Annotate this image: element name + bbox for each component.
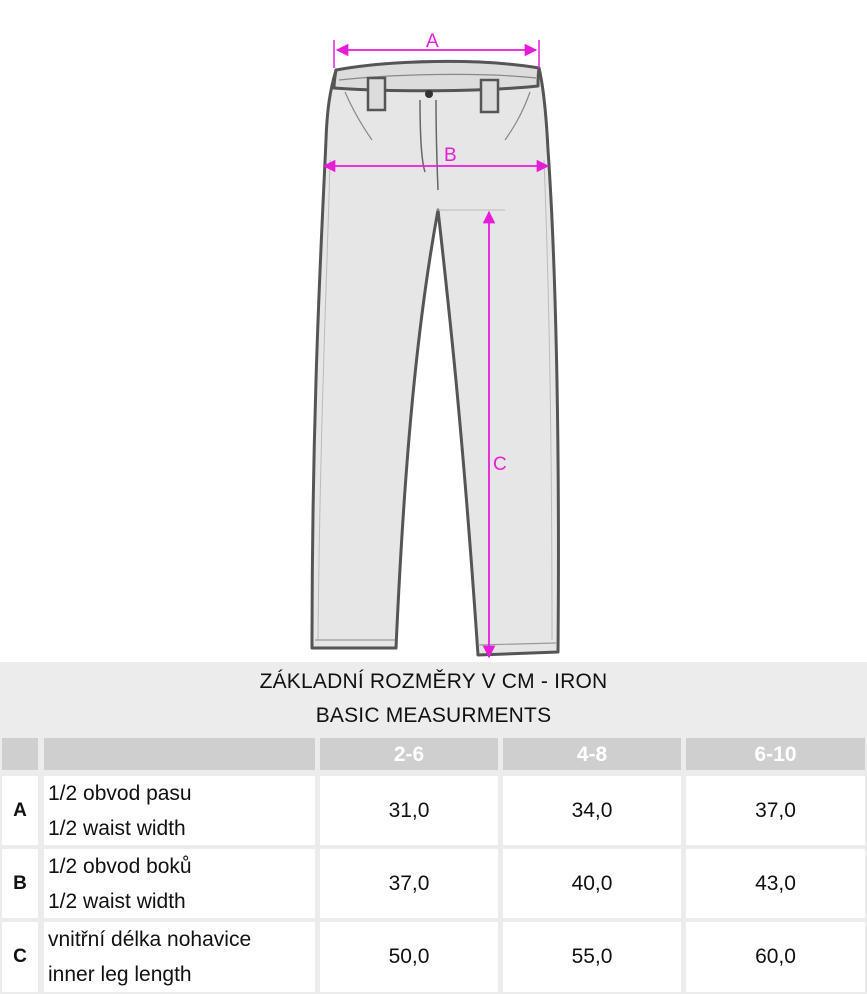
row-a-label-cz: 1/2 obvod pasu <box>48 782 192 805</box>
header-label-cell <box>44 738 315 770</box>
row-a-value-1: 31,0 <box>320 776 498 845</box>
header-corner-cell <box>2 738 38 770</box>
header-size-1: 2-6 <box>320 738 498 770</box>
measure-label-c: C <box>493 454 507 475</box>
row-a-label <box>44 776 315 845</box>
row-c-value-2: 55,0 <box>503 922 681 992</box>
row-c-label-en: inner leg length <box>48 963 192 986</box>
table-title-cz: ZÁKLADNÍ ROZMĚRY V CM - IRON <box>259 670 608 693</box>
pants-outline <box>312 61 558 655</box>
row-c-value-3: 60,0 <box>686 922 865 992</box>
header-size-2: 4-8 <box>503 738 681 770</box>
row-c-label-cz: vnitřní délka nohavice <box>48 928 252 951</box>
table-title-en: BASIC MEASURMENTS <box>315 704 552 727</box>
row-b-value-3: 43,0 <box>686 849 865 918</box>
row-c-letter: C <box>2 922 38 992</box>
row-b-label-cz: 1/2 obvod boků <box>48 855 192 878</box>
row-b-value-2: 40,0 <box>503 849 681 918</box>
measure-label-b: B <box>444 145 457 166</box>
row-b-label <box>44 849 315 918</box>
row-b-label-en: 1/2 waist width <box>48 890 186 913</box>
row-b-letter: B <box>2 849 38 918</box>
row-c-label <box>44 922 315 992</box>
row-a-value-2: 34,0 <box>503 776 681 845</box>
measure-label-a: A <box>426 31 439 52</box>
size-table <box>0 662 867 994</box>
row-a-label-en: 1/2 waist width <box>48 817 186 840</box>
row-a-letter: A <box>2 776 38 845</box>
row-c-value-1: 50,0 <box>320 922 498 992</box>
row-b-value-1: 37,0 <box>320 849 498 918</box>
header-size-3: 6-10 <box>686 738 865 770</box>
row-a-value-3: 37,0 <box>686 776 865 845</box>
